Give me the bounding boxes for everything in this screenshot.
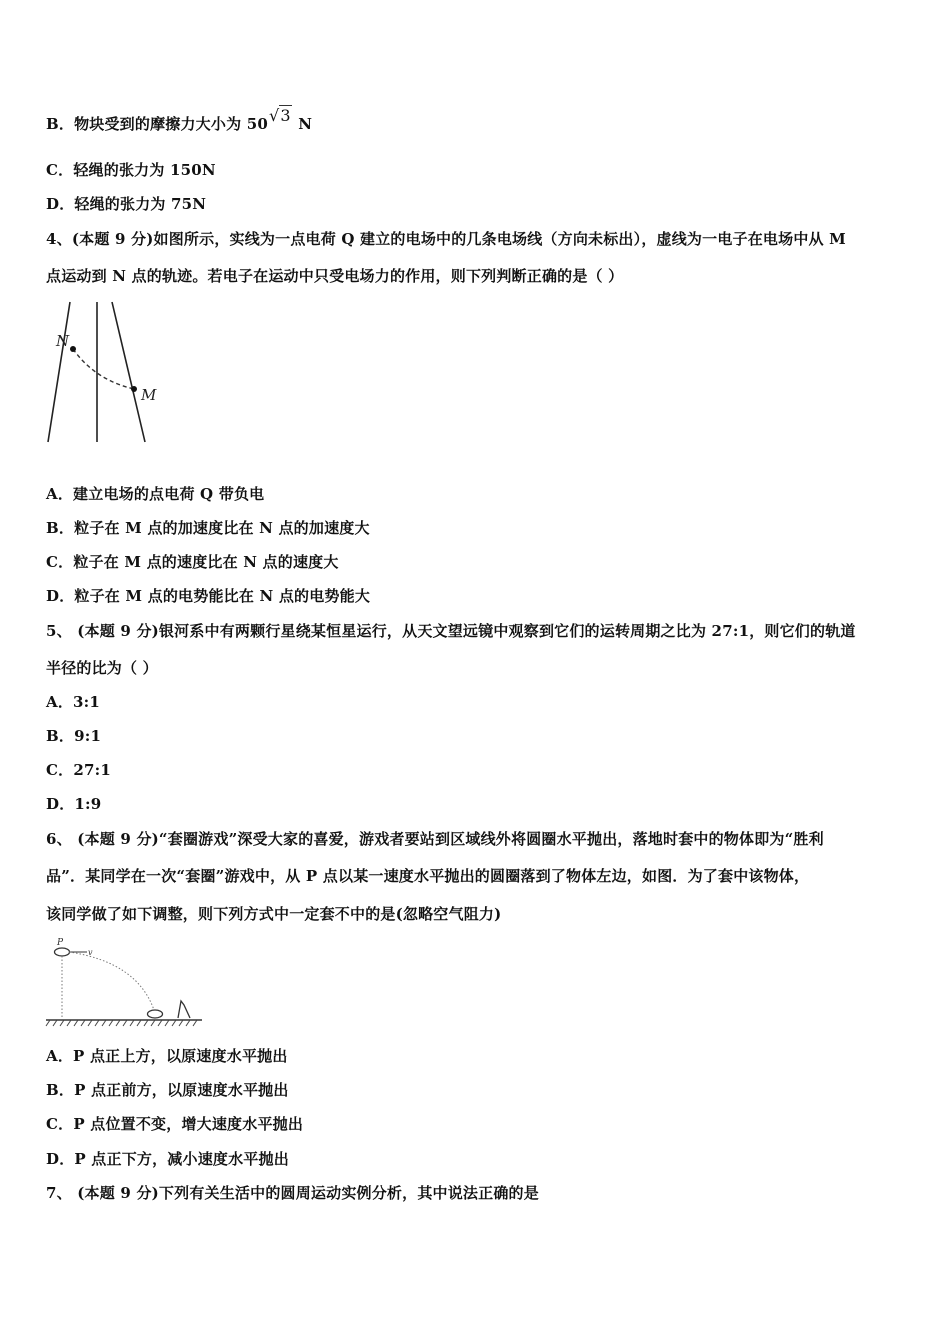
q5-option-c: C．27:1 bbox=[46, 761, 111, 779]
q4-option-c: C．粒子在 M 点的速度比在 N 点的速度大 bbox=[46, 553, 339, 571]
field-line-right bbox=[112, 302, 145, 442]
q5-stem-line2: 半径的比为（ ） bbox=[46, 659, 158, 677]
q4-stem-line1: 4、(本题 9 分)如图所示，实线为一点电荷 Q 建立的电场中的几条电场线（方向未标出），虚线为一电子在电场中从 M bbox=[46, 230, 846, 248]
q6-ring-toss-diagram bbox=[42, 934, 207, 1030]
field-line-left bbox=[48, 302, 70, 442]
q6-stem-line3: 该同学做了如下调整，则下列方式中一定套不中的是(忽略空气阻力) bbox=[46, 905, 502, 923]
q6-option-a: A．P 点正上方，以原速度水平抛出 bbox=[46, 1047, 288, 1065]
ring-at-p bbox=[55, 948, 70, 956]
q4-option-d: D．粒子在 M 点的电势能比在 N 点的电势能大 bbox=[46, 587, 371, 605]
label-p: P bbox=[57, 938, 64, 948]
ring-landed bbox=[148, 1010, 163, 1018]
parabolic-path bbox=[69, 952, 154, 1010]
label-m: M bbox=[141, 386, 157, 404]
q6-option-c: C．P 点位置不变，增大速度水平抛出 bbox=[46, 1115, 304, 1133]
q3-option-b bbox=[46, 106, 313, 134]
ground-hatching bbox=[46, 1020, 197, 1026]
q7-stem-line1: 7、 (本题 9 分)下列有关生活中的圆周运动实例分析，其中说法正确的是 bbox=[46, 1184, 539, 1202]
q6-option-d: D．P 点正下方，减小速度水平抛出 bbox=[46, 1150, 289, 1168]
q4-option-b: B．粒子在 M 点的加速度比在 N 点的加速度大 bbox=[46, 519, 370, 537]
q5-option-b: B．9:1 bbox=[46, 727, 102, 745]
q5-stem-line1: 5、 (本题 9 分)银河系中有两颗行星绕某恒星运行，从天文望远镜中观察到它们的运转周期之比为 27:1，则它们的轨道 bbox=[46, 622, 856, 640]
sqrt-symbol: √3 bbox=[268, 106, 291, 125]
q5-option-d: D．1:9 bbox=[46, 795, 102, 813]
label-v: v bbox=[88, 948, 93, 957]
q5-option-a: A．3:1 bbox=[46, 693, 101, 711]
point-m bbox=[131, 386, 137, 392]
q3-option-c: C．轻绳的张力为 150N bbox=[46, 161, 216, 179]
label-n: N bbox=[56, 332, 70, 350]
q4-option-a: A．建立电场的点电荷 Q 带负电 bbox=[46, 485, 265, 503]
point-n bbox=[70, 346, 76, 352]
q6-stem-line2: 品”．某同学在一次“套圈”游戏中，从 P 点以某一速度水平抛出的圆圈落到了物体左边，如图．为了套中该物体， bbox=[46, 867, 810, 885]
q4-stem-line2: 点运动到 N 点的轨迹。若电子在运动中只受电场力的作用，则下列判断正确的是（ ） bbox=[46, 267, 624, 285]
target-object bbox=[178, 1001, 190, 1018]
q3-option-d: D．轻绳的张力为 75N bbox=[46, 195, 207, 213]
q3-option-b-unit: N bbox=[292, 115, 313, 133]
q3-option-b-text: B．物块受到的摩擦力大小为 50 bbox=[46, 115, 268, 133]
q4-field-diagram bbox=[40, 300, 170, 450]
q6-option-b: B．P 点正前方，以原速度水平抛出 bbox=[46, 1081, 289, 1099]
q6-stem-line1: 6、 (本题 9 分)“套圈游戏”深受大家的喜爱，游戏者要站到区域线外将圆圈水平抛出，落地时套中的物体即为“胜利 bbox=[46, 830, 824, 848]
